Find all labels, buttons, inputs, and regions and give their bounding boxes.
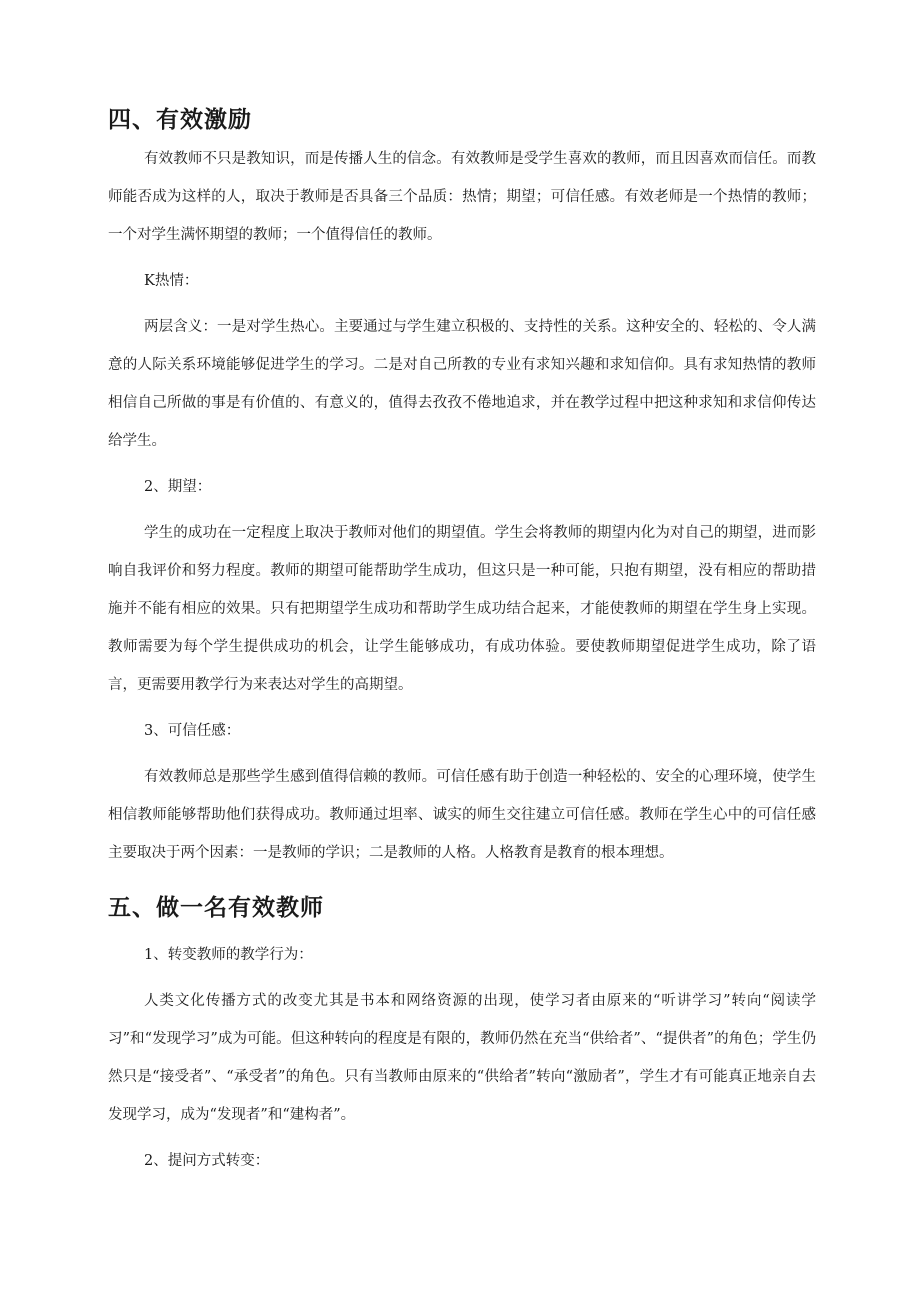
item-trust-heading: 3、可信任感： — [144, 723, 241, 739]
document-page — [108, 100, 816, 1180]
item-questioning-heading: 2、提问方式转变： — [144, 1153, 270, 1169]
item-teaching-behavior-heading: 1、转变教师的教学行为： — [144, 947, 313, 963]
item-enthusiasm-heading: K热情： — [144, 273, 199, 289]
item-teaching-behavior-text: 人类文化传播方式的改变尤其是书本和网络资源的出现，使学习者由原来的“听讲学习”转向“阅读学习”和“发现学习”成为可能。但这种转向的程度是有限的，教师仍然在充当“供给者”、“提供者”的角色；学生仍然只是“接受者”、“承受者”的角色。只有当教师由原来的“供给者”转向“激励者”，学生才有可能真正地亲自去发现学习，成为“发现者”和“建构者”。 — [108, 993, 816, 1123]
section-4-intro: 有效教师不只是教知识，而是传播人生的信念。有效教师是受学生喜欢的教师，而且因喜欢而信任。而教师能否成为这样的人，取决于教师是否具备三个品质：热情；期望；可信任感。有效老师是一个热情的教师；一个对学生满怀期望的教师；一个值得信任的教师。 — [108, 151, 816, 243]
section-5-title: 五、做一名有效教师 — [108, 895, 324, 921]
item-expectation-heading: 2、期望： — [144, 479, 212, 495]
item-enthusiasm-text: 两层含义：一是对学生热心。主要通过与学生建立积极的、支持性的关系。这种安全的、轻松的、令人满意的人际关系环境能够促进学生的学习。二是对自己所教的专业有求知兴趣和求知信仰。具有求知热情的教师相信自己所做的事是有价值的、有意义的，值得去孜孜不倦地追求，并在教学过程中把这种求知和求信仰传达给学生。 — [108, 319, 816, 449]
item-trust-text: 有效教师总是那些学生感到值得信赖的教师。可信任感有助于创造一种轻松的、安全的心理环境，使学生相信教师能够帮助他们获得成功。教师通过坦率、诚实的师生交往建立可信任感。教师在学生心中的可信任感主要取决于两个因素：一是教师的学识；二是教师的人格。人格教育是教育的根本理想。 — [108, 769, 816, 861]
section-4-title: 四、有效激励 — [108, 107, 252, 133]
item-expectation-text: 学生的成功在一定程度上取决于教师对他们的期望值。学生会将教师的期望内化为对自己的期望，进而影响自我评价和努力程度。教师的期望可能帮助学生成功，但这只是一种可能，只抱有期望，没有相应的帮助措施并不能有相应的效果。只有把期望学生成功和帮助学生成功结合起来，才能使教师的期望在学生身上实现。教师需要为每个学生提供成功的机会，让学生能够成功，有成功体验。要使教师期望促进学生成功，除了语言，更需要用教学行为来表达对学生的高期望。 — [108, 525, 816, 693]
